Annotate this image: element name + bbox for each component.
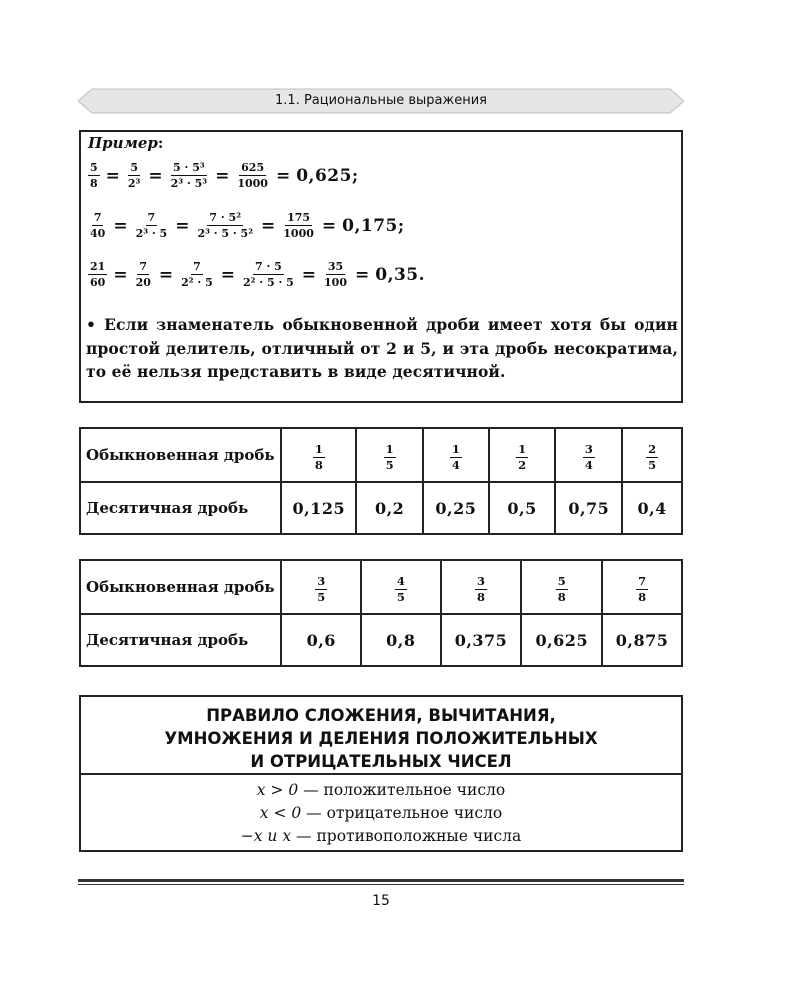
equation-line-1: $\frac{5}{8}$ = $\frac{5}{\text{2³}}$ = $\frac{\text{5 · 5³}}{\text{2³ · 5³}}$ = $\frac{625}{1000}$ = 0,625; <box>90 161 359 190</box>
equation-result: 0,175; <box>342 215 405 236</box>
table-cell: $\frac{4}{5}$ <box>361 560 441 614</box>
rule-line-opposite: −x и x — противоположные числа <box>240 827 522 845</box>
row-label: Десятичная дробь <box>80 614 281 666</box>
fraction: $\frac{7}{20}$ <box>135 260 151 289</box>
table-cell: 0,625 <box>521 614 602 666</box>
rule-title: ПРАВИЛО СЛОЖЕНИЯ, ВЫЧИТАНИЯ, УМНОЖЕНИЯ И ДЕЛЕНИЯ ПОЛОЖИТЕЛЬНЫХ И ОТРИЦАТЕЛЬНЫХ ЧИСЕЛ <box>164 706 598 771</box>
fraction: $\frac{175}{1000}$ <box>283 211 314 240</box>
table-cell: 0,5 <box>489 482 556 534</box>
rule-line-positive: x > 0 — положительное число <box>256 781 506 799</box>
fraction: $\frac{35}{100}$ <box>324 260 347 289</box>
fraction: $\frac{\text{5 · 5³}}{\text{2³ · 5³}}$ <box>170 161 208 190</box>
table-cell: 0,875 <box>602 614 682 666</box>
table-cell: 0,8 <box>361 614 441 666</box>
table-cell: 0,25 <box>423 482 489 534</box>
table-cell: $\frac{2}{5}$ <box>622 428 682 482</box>
table-cell: 0,75 <box>555 482 622 534</box>
table-cell: $\frac{7}{8}$ <box>602 560 682 614</box>
example-note: • Если знаменатель обыкновенной дроби имеет хотя бы один простой делитель, отличный от 2 и 5, и эта дробь несократима, то её нельзя представить в виде десятичной. <box>86 315 678 381</box>
equation-result: 0,35. <box>375 264 426 285</box>
table-cell: $\frac{1}{8}$ <box>281 428 356 482</box>
fraction: $\frac{625}{1000}$ <box>237 161 268 190</box>
table-cell: $\frac{1}{2}$ <box>489 428 556 482</box>
fraction: $\frac{5}{8}$ <box>90 161 98 190</box>
table-cell: $\frac{3}{8}$ <box>441 560 522 614</box>
table-cell: 0,2 <box>356 482 423 534</box>
fraction: $\frac{21}{60}$ <box>90 260 106 289</box>
equation-line-3: $\frac{21}{60}$ = $\frac{7}{20}$ = $\frac{7}{\text{2² · 5}}$ = $\frac{7 \cdot 5}{\text{2² · 5 · 5}}$ = $\frac{35}{100}$ = 0,35. <box>90 260 426 289</box>
footer-rule <box>78 879 684 882</box>
table-row <box>80 560 682 614</box>
row-label: Обыкновенная дробь <box>80 560 281 614</box>
rule-divider <box>79 773 683 775</box>
equation-line-2: $\frac{7}{40}$ = $\frac{7}{\text{2³ · 5}}$ = $\frac{\text{7 · 5²}}{\text{2³ · 5 · 5²}}$ = $\frac{175}{1000}$ = 0,175; <box>90 211 405 240</box>
equation-result: 0,625; <box>296 165 359 186</box>
fraction: $\frac{7 \cdot 5}{\text{2² · 5 · 5}}$ <box>243 260 294 289</box>
running-header-title: 1.1. Рациональные выражения <box>275 93 487 108</box>
fraction-table-2 <box>79 559 683 667</box>
page-number: 15 <box>372 893 390 909</box>
rule-line-negative: x < 0 — отрицательное число <box>259 804 503 822</box>
example-label: Пример: <box>88 134 164 152</box>
table-cell: $\frac{5}{8}$ <box>521 560 602 614</box>
fraction: $\frac{7}{40}$ <box>90 211 106 240</box>
table-cell: $\frac{1}{5}$ <box>356 428 423 482</box>
fraction: $\frac{7}{\text{2² · 5}}$ <box>181 260 213 289</box>
table-cell: $\frac{3}{5}$ <box>281 560 361 614</box>
table-row <box>80 428 682 482</box>
row-label: Обыкновенная дробь <box>80 428 281 482</box>
table-cell: 0,375 <box>441 614 522 666</box>
fraction: $\frac{5}{\text{2³}}$ <box>127 161 141 190</box>
table-cell: $\frac{3}{4}$ <box>555 428 622 482</box>
footer-rule-thin <box>78 884 684 885</box>
table-cell: $\frac{1}{4}$ <box>423 428 489 482</box>
fraction-table-1 <box>79 427 683 535</box>
row-label: Десятичная дробь <box>80 482 281 534</box>
fraction: $\frac{\text{7 · 5²}}{\text{2³ · 5 · 5²}}$ <box>197 211 254 240</box>
table-cell: 0,125 <box>281 482 356 534</box>
table-cell: 0,4 <box>622 482 682 534</box>
fraction: $\frac{7}{\text{2³ · 5}}$ <box>135 211 168 240</box>
table-row <box>80 614 682 666</box>
table-row <box>80 482 682 534</box>
table-cell: 0,6 <box>281 614 361 666</box>
